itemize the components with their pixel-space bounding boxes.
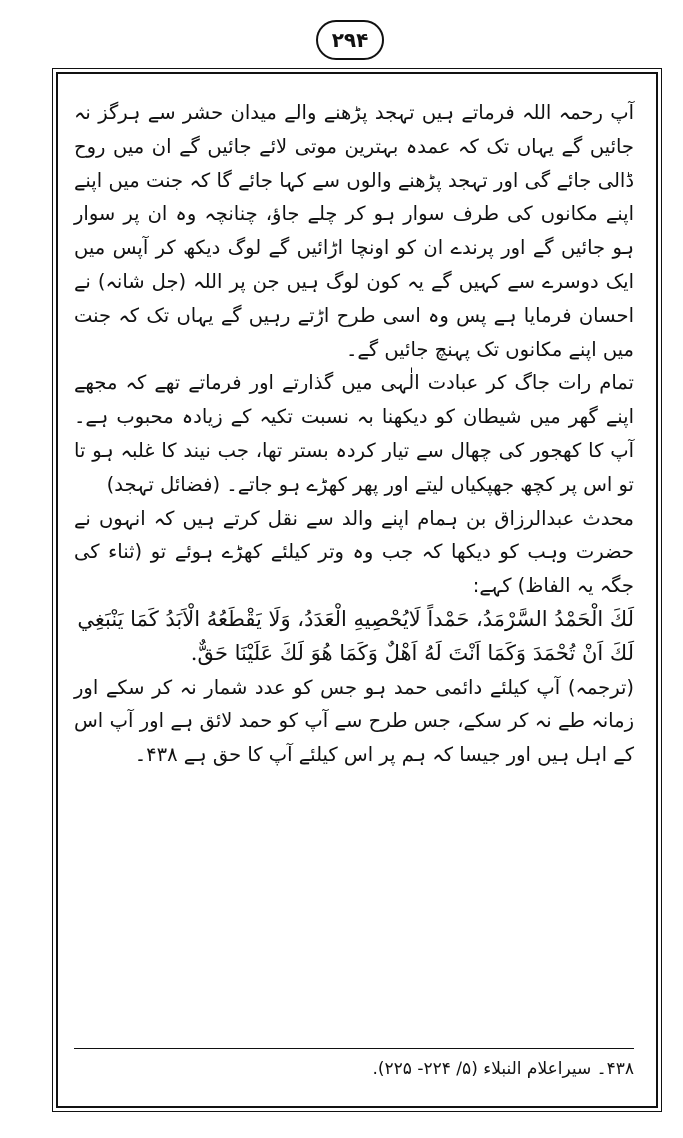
- footnote-divider: [74, 1048, 634, 1049]
- paragraph-translation: (ترجمہ) آپ کیلئے دائمی حمد ہو جس کو عدد شمار نہ کر سکے اور زمانہ طے نہ کر سکے، جس طرح سے آپ کو حمد لائق ہے اور آپ اس کے اہل ہیں اور جیسا کہ ہم پر اس کیلئے آپ کا حق ہے ۴۳۸۔: [74, 675, 634, 767]
- footnote: ۴۳۸۔ سیراعلام النبلاء (۵/ ۲۲۴- ۲۲۵).: [372, 1059, 634, 1079]
- main-text: [74, 96, 634, 772]
- paragraph-muhaddith-narration: محدث عبدالرزاق بن ہمام اپنے والد سے نقل کرتے ہیں کہ انہوں نے حضرت وہب کو دیکھا کہ جب وہ وتر کیلئے کھڑے ہوئے تو (ثناء کی جگہ یہ الفاظ) کہے:: [74, 506, 634, 598]
- arabic-supplication-line-1: لَكَ الْحَمْدُ السَّرْمَدُ، حَمْداً لَايُحْصِيهِ الْعَدَدُ، وَلَا يَقْطَعُهُ الْاَبَدُ كَمَا يَنْبَغِي: [77, 606, 634, 631]
- paragraph-night-worship: تمام رات جاگ کر عبادت الٰہی میں گذارتے اور فرماتے تھے کہ مجھے اپنے گھر میں شیطان کو دیکھنا بہ نسبت تکیہ کے زیادہ محبوب ہے۔ آپ کا کھجور کی چھال سے تیار کردہ بستر تھا، جب نیند کا غلبہ ہو تا تو اس پر کچھ جھپکیاں لیتے اور پھر کھڑے ہو جاتے۔ (فضائل تہجد): [74, 371, 634, 496]
- paragraph-tahajjud-reward: آپ رحمہ اللہ فرماتے ہیں تہجد پڑھنے والے میدان حشر سے ہرگز نہ جائیں گے یہاں تک کہ عمدہ بہترین موتی لائے جائیں گے ان میں روح ڈالی جائے گی اور تہجد پڑھنے والوں سے کہا جائے گا کہ جنت میں اپنے اپنے مکانوں کی طرف سوار ہو کر چلے جاؤ، چنانچہ وہ ان پر سوار ہو جائیں گے اور پرندے ان کو اونچا اڑائیں گے لوگ دیکھ کر آپس میں ایک دوسرے سے کہیں گے یہ کون لوگ ہیں جن پر اللہ (جل شانہ) نے احسان فرمایا ہے پس وہ اسی طرح اڑتے رہیں گے یہاں تک کہ جنت میں اپنے مکانوں تک پہنچ جائیں گے۔: [74, 101, 634, 361]
- page-number: ۲۹۴: [316, 20, 384, 60]
- arabic-supplication-line-2: لَكَ اَنْ تُحْمَدَ وَكَمَا اَنْتَ لَهُ اَهْلٌ وَكَمَا هُوَ لَكَ عَلَيْنَا حَقٌّ.: [190, 640, 634, 665]
